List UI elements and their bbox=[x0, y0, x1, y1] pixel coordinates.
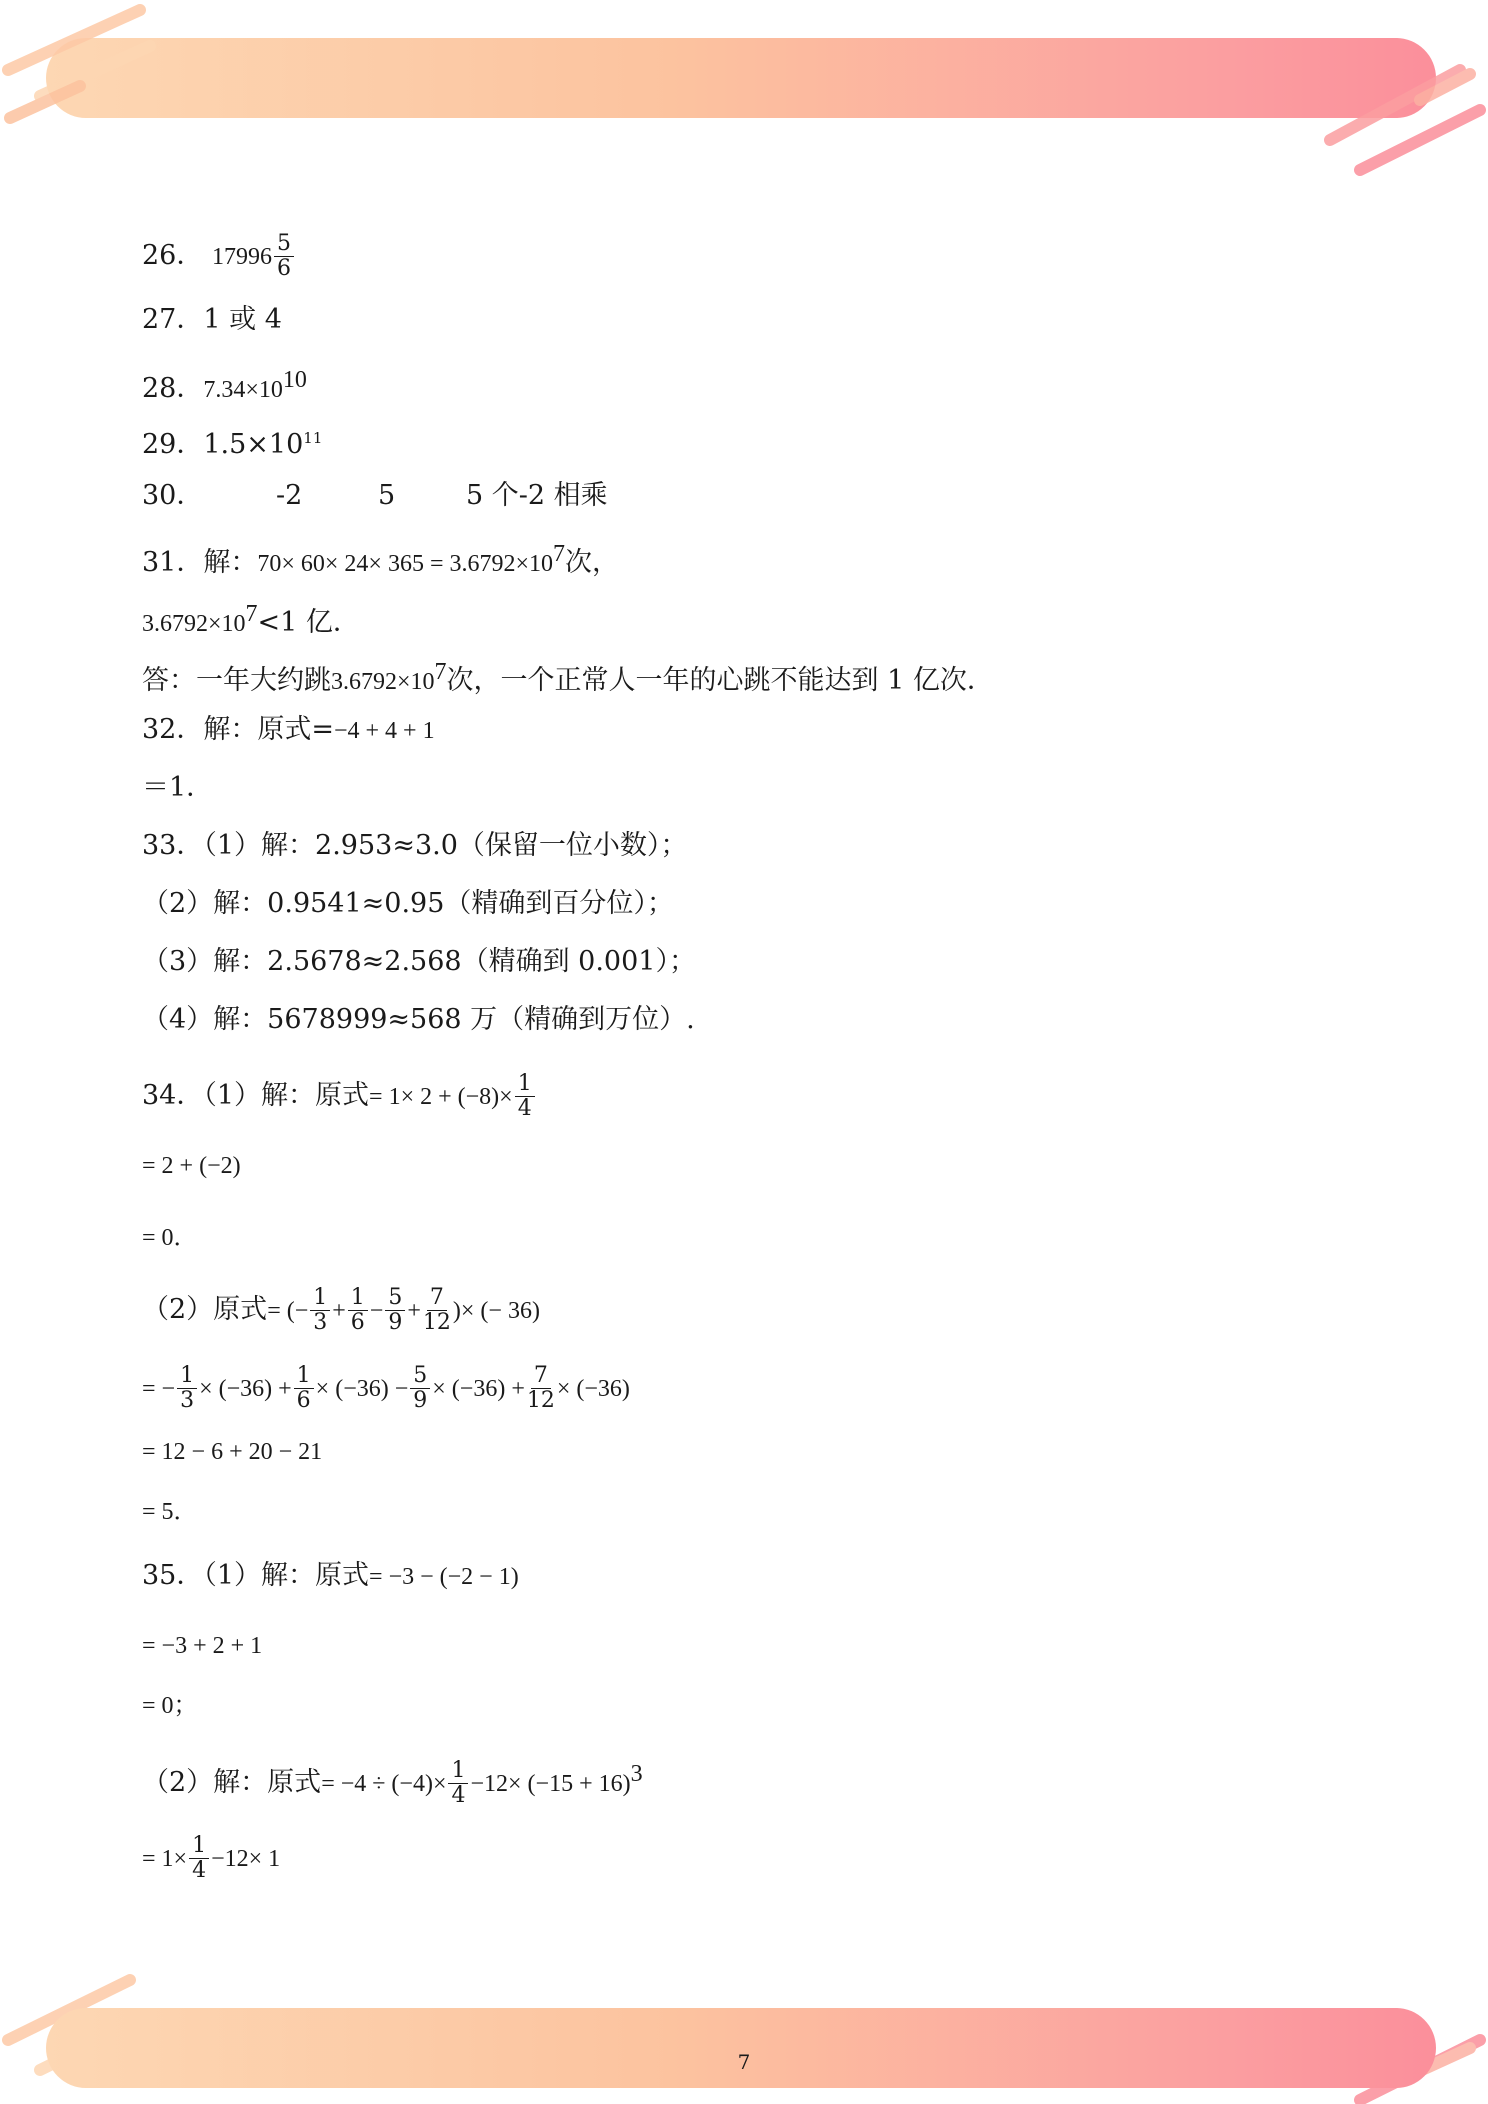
answer-33-line2: （2）解：0.9541≈0.95（精确到百分位）； bbox=[142, 888, 674, 919]
answer-34-p2-line3: = 12 − 6 + 20 − 21 bbox=[142, 1439, 323, 1465]
answer-31-line2: $3.6792\times 10^7<1$ 亿． bbox=[142, 601, 360, 638]
answer-35-p2-line1: （2）解：原式= −4 ÷ (−4)× $\frac{1}{4}$ $-12\times (-15 + 16)^3$ bbox=[142, 1758, 643, 1808]
answer-33-line4: （4）解：5678999≈568 万（精确到万位）. bbox=[142, 1004, 695, 1035]
answer-26: 26． 17996 $\frac{5}{6}$ bbox=[142, 232, 296, 281]
answer-30: 30． -2 5 5 个-2 相乘 bbox=[142, 480, 608, 511]
answer-35-p1-line2: = −3 + 2 + 1 bbox=[142, 1633, 263, 1659]
answer-32-line2: ＝1． bbox=[142, 772, 214, 803]
answer-35-p2-line2: = 1× $\frac{1}{4}$ −12× 1 bbox=[142, 1833, 281, 1883]
answer-29: 29．$1.5\times 10^{11}$ bbox=[142, 429, 323, 460]
answer-33-line3: （3）解：2.5678≈2.568（精确到 0.001）； bbox=[142, 946, 696, 977]
answer-31-line3: 答：一年大约跳$3.6792\times 10^7$次，一个正常人一年的心跳不能达到 1 亿次． bbox=[142, 659, 994, 696]
page-number: 7 bbox=[737, 2050, 751, 2074]
answer-35-p1-line3: = 0； bbox=[142, 1693, 198, 1719]
answer-34-p2-line1: （2）原式= (− $\frac{1}{3}$ + $\frac{1}{6}$ − $\frac{5}{9}$ + $\frac{7}{12}$ )× (− 36) bbox=[142, 1285, 540, 1335]
fraction: $\frac{5}{6}$ bbox=[274, 232, 294, 281]
answer-34-p1-line2: = 2 + (−2) bbox=[142, 1153, 241, 1179]
answer-31-line1: 31．解：$70\times 60\times 24\times 365 = 3.6792\times 10^7$次， bbox=[142, 541, 620, 578]
answer-34-p1-line1: 34．（1）解：原式= 1× 2 + (−8)× $\frac{1}{4}$ bbox=[142, 1072, 537, 1121]
answer-33-line1: 33．（1）解：2.953≈3.0（保留一位小数）； bbox=[142, 830, 688, 861]
answer-34-p1-line3: = 0． bbox=[142, 1225, 198, 1251]
answer-34-p2-line4: = 5． bbox=[142, 1499, 198, 1525]
answer-32-line1: 32．解：原式=−4 + 4 + 1 bbox=[142, 714, 435, 745]
answer-35-p1-line1: 35．（1）解：原式= −3 − (−2 − 1) bbox=[142, 1560, 519, 1591]
answer-34-p2-line2: = − $\frac{1}{3}$ × (−36) + $\frac{1}{6}$ × (−36) − $\frac{5}{9}$ × (−36) + $\frac{7}{12}$ × (−36) bbox=[142, 1363, 630, 1413]
answer-28: 28．$7.34\times 10^{10}$ bbox=[142, 367, 307, 404]
answer-27: 27．1 或 4 bbox=[142, 304, 282, 335]
footer-banner bbox=[46, 2008, 1436, 2088]
